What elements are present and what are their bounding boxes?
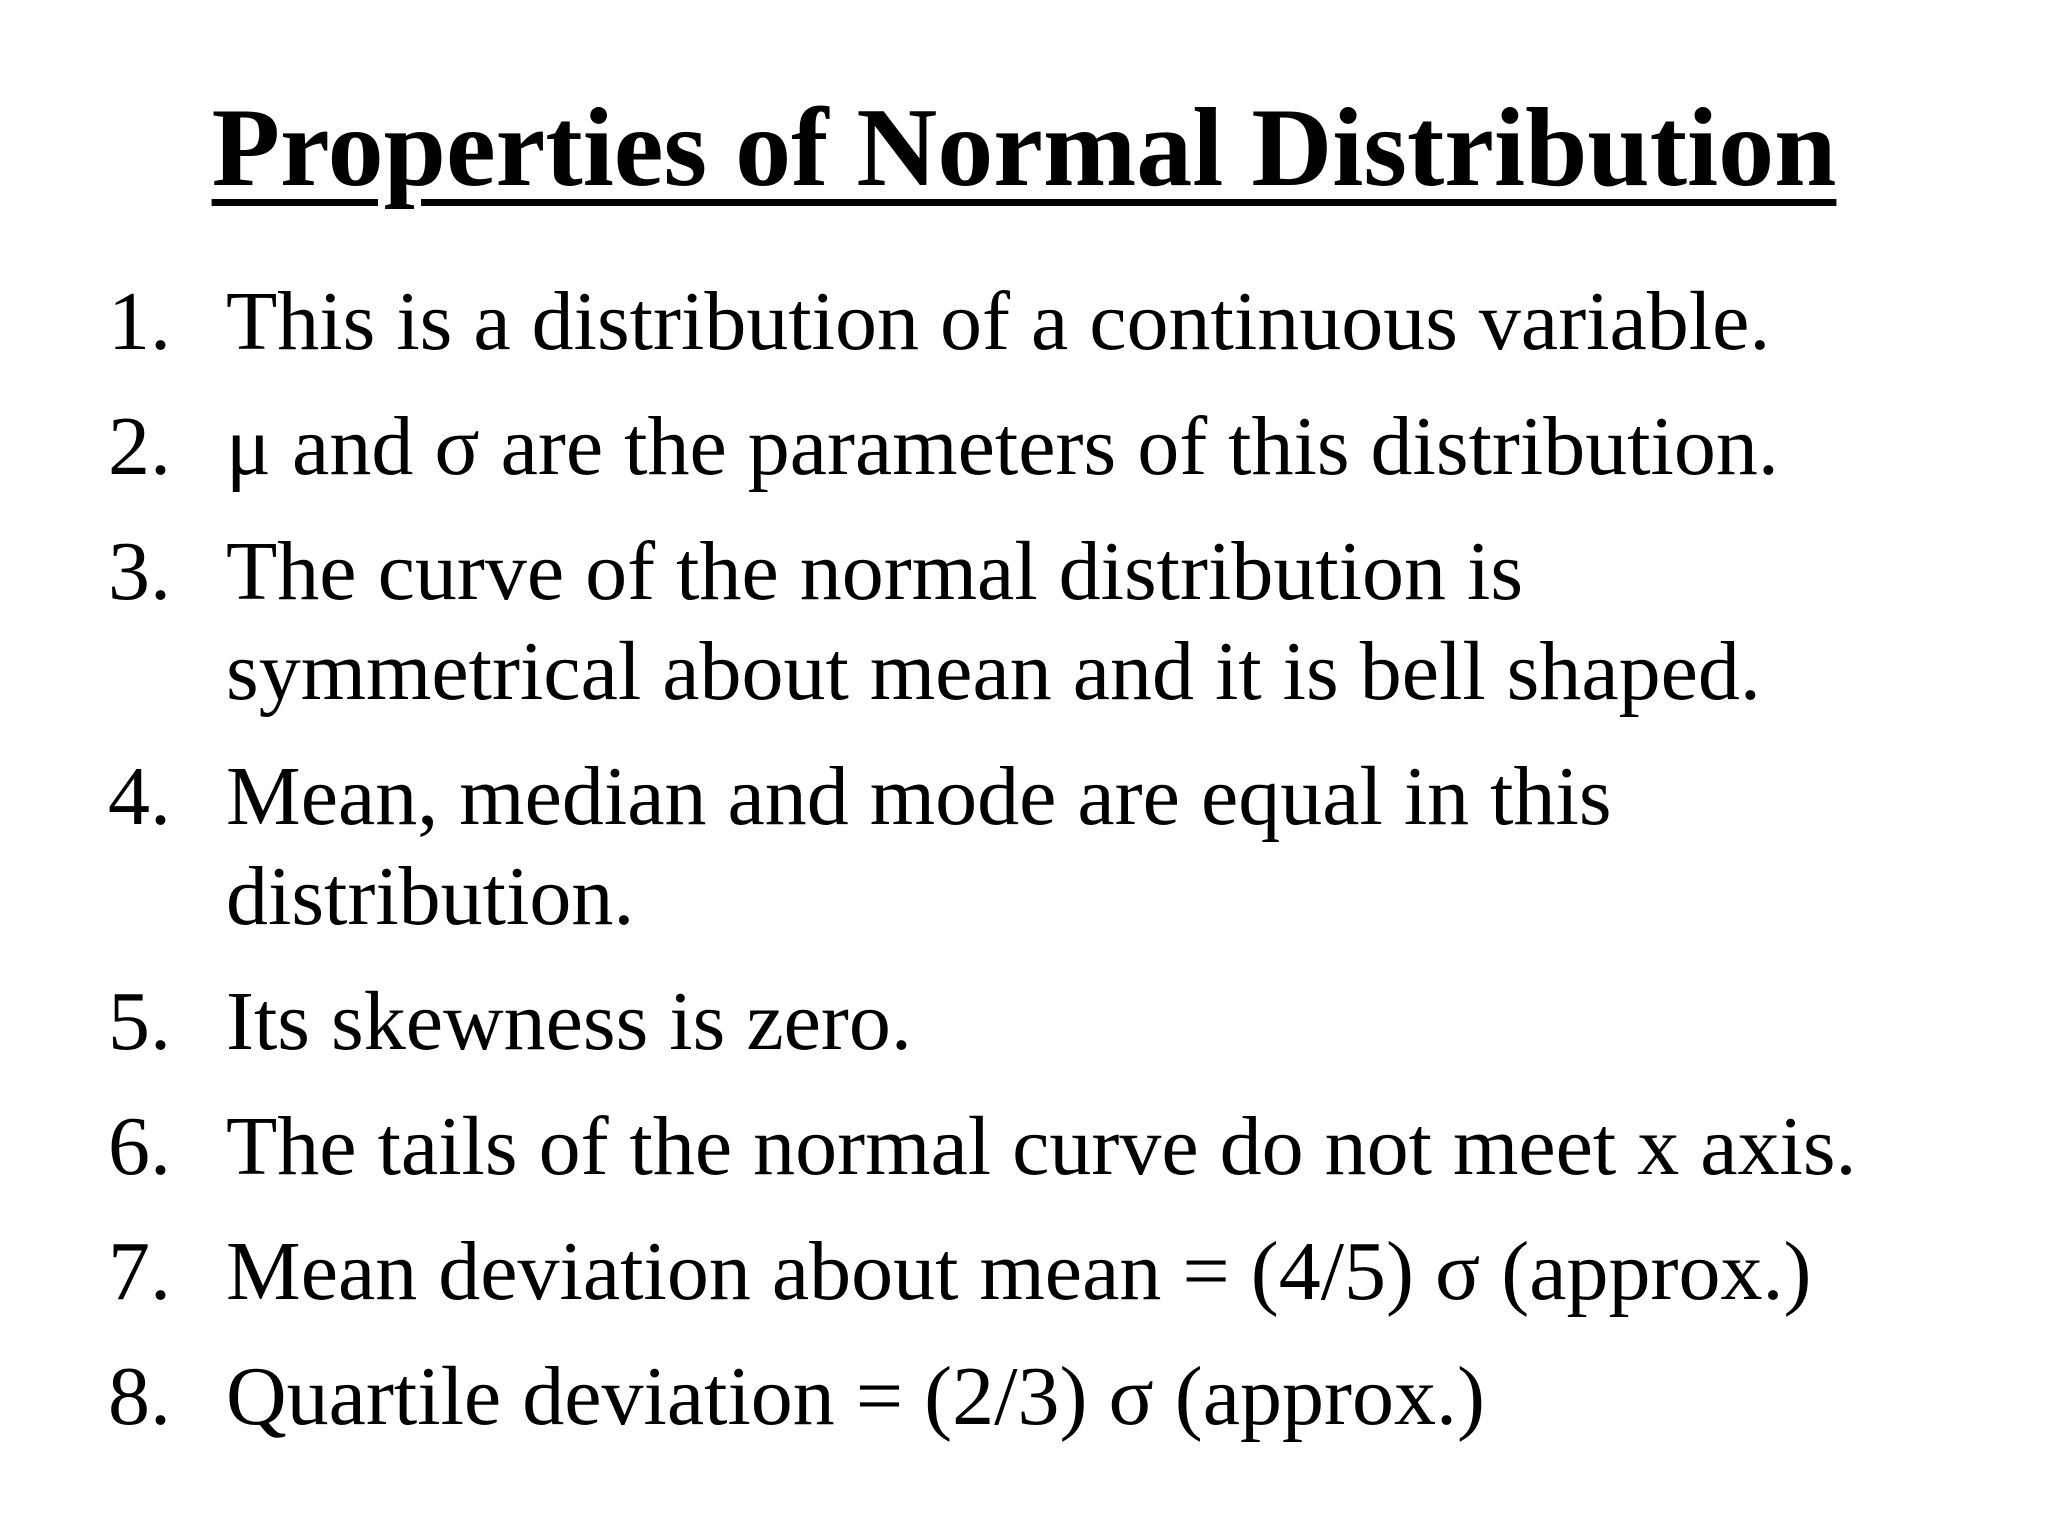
- item-number: 1.: [108, 275, 171, 368]
- item-text: The tails of the normal curve do not meet x axis.: [226, 1100, 1857, 1193]
- item-text: Mean, median and mode are equal in this distribution.: [226, 750, 1612, 943]
- item-number: 6.: [108, 1100, 171, 1193]
- item-number: 8.: [108, 1350, 171, 1443]
- list-item: [0, 1097, 2048, 1197]
- item-text: μ and σ are the parameters of this distribution.: [226, 400, 1779, 493]
- item-number: 3.: [108, 525, 171, 618]
- item-number: 2.: [108, 400, 171, 493]
- item-text: Quartile deviation = (2/3) σ (approx.): [226, 1350, 1485, 1443]
- item-number: 7.: [108, 1225, 171, 1318]
- list-item: [0, 522, 2048, 722]
- item-text: The curve of the normal distribution is symmetrical about mean and it is bell shaped.: [226, 525, 1761, 718]
- properties-list: [0, 272, 2048, 1472]
- item-text: Mean deviation about mean = (4/5) σ (approx.): [226, 1225, 1812, 1318]
- list-item: [0, 972, 2048, 1072]
- list-item: [0, 1347, 2048, 1447]
- list-item: [0, 747, 2048, 947]
- item-text: Its skewness is zero.: [226, 975, 912, 1068]
- item-number: 5.: [108, 975, 171, 1068]
- list-item: [0, 1222, 2048, 1322]
- item-text: This is a distribution of a continuous variable.: [226, 275, 1771, 368]
- item-number: 4.: [108, 750, 171, 843]
- slide-title: Properties of Normal Distribution: [211, 86, 1837, 210]
- list-item: [0, 272, 2048, 372]
- list-item: [0, 397, 2048, 497]
